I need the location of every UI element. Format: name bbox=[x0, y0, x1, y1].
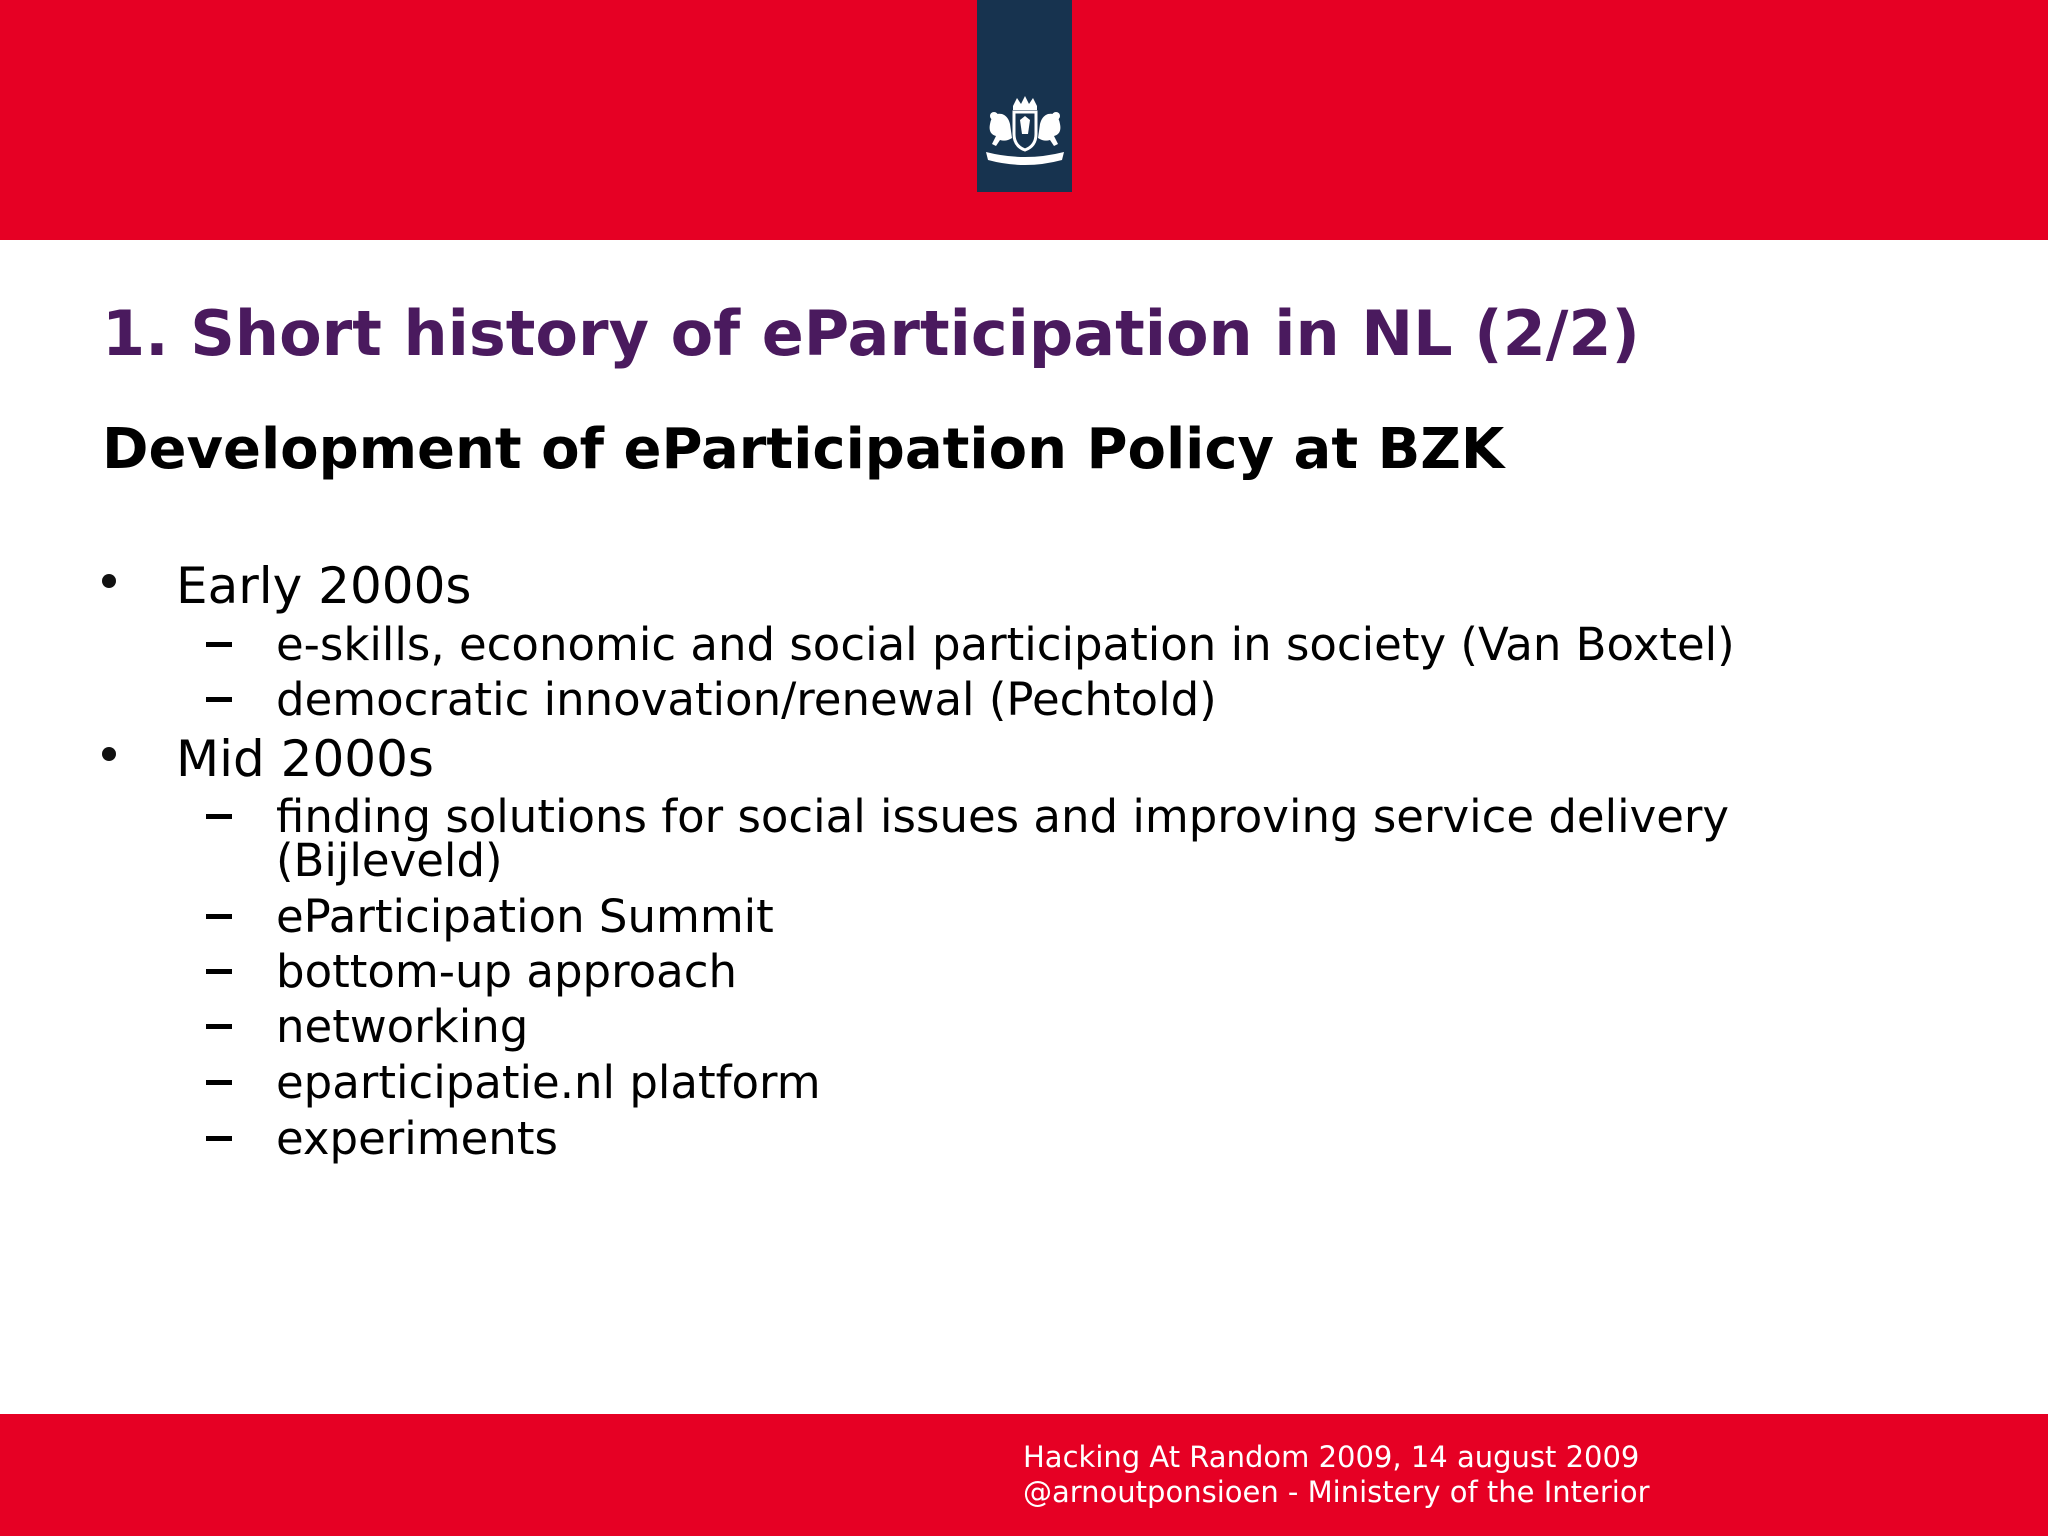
list-item-label: Mid 2000s bbox=[176, 730, 434, 788]
dash-icon bbox=[206, 1080, 232, 1085]
footer bbox=[1023, 1440, 1650, 1510]
dash-icon bbox=[206, 697, 232, 702]
bullet-dot-icon bbox=[102, 747, 116, 761]
bullet-dot-icon bbox=[102, 574, 116, 588]
list-item-text: democratic innovation/renewal (Pechtold) bbox=[276, 673, 1217, 726]
list-item-text: experiments bbox=[276, 1112, 558, 1165]
list-item-text: eParticipation Summit bbox=[276, 890, 774, 943]
dash-icon bbox=[206, 814, 232, 819]
dash-icon bbox=[206, 1024, 232, 1029]
page-subtitle: Development of eParticipation Policy at BZK bbox=[102, 417, 1505, 482]
dash-icon bbox=[206, 1136, 232, 1141]
footer-author-line: @arnoutponsioen - Ministery of the Interior bbox=[1023, 1475, 1650, 1509]
list-item-text: eparticipatie.nl platform bbox=[276, 1056, 821, 1109]
royal-coat-of-arms-icon bbox=[982, 94, 1068, 168]
list-item-text: bottom-up approach bbox=[276, 945, 737, 998]
footer-event-line: Hacking At Random 2009, 14 august 2009 bbox=[1023, 1440, 1640, 1474]
logo-ribbon bbox=[977, 0, 1072, 192]
list-item-label: Early 2000s bbox=[176, 557, 472, 615]
dash-icon bbox=[206, 914, 232, 919]
dash-icon bbox=[206, 969, 232, 974]
list-item-text: e-skills, economic and social participation in society (Van Boxtel) bbox=[276, 618, 1735, 671]
list-item-text: networking bbox=[276, 1000, 529, 1053]
dash-icon bbox=[206, 642, 232, 647]
page-title: 1. Short history of eParticipation in NL (2/2) bbox=[102, 297, 1640, 370]
list-item-text: finding solutions for social issues and improving service delivery (Bijleveld) bbox=[276, 790, 1730, 887]
